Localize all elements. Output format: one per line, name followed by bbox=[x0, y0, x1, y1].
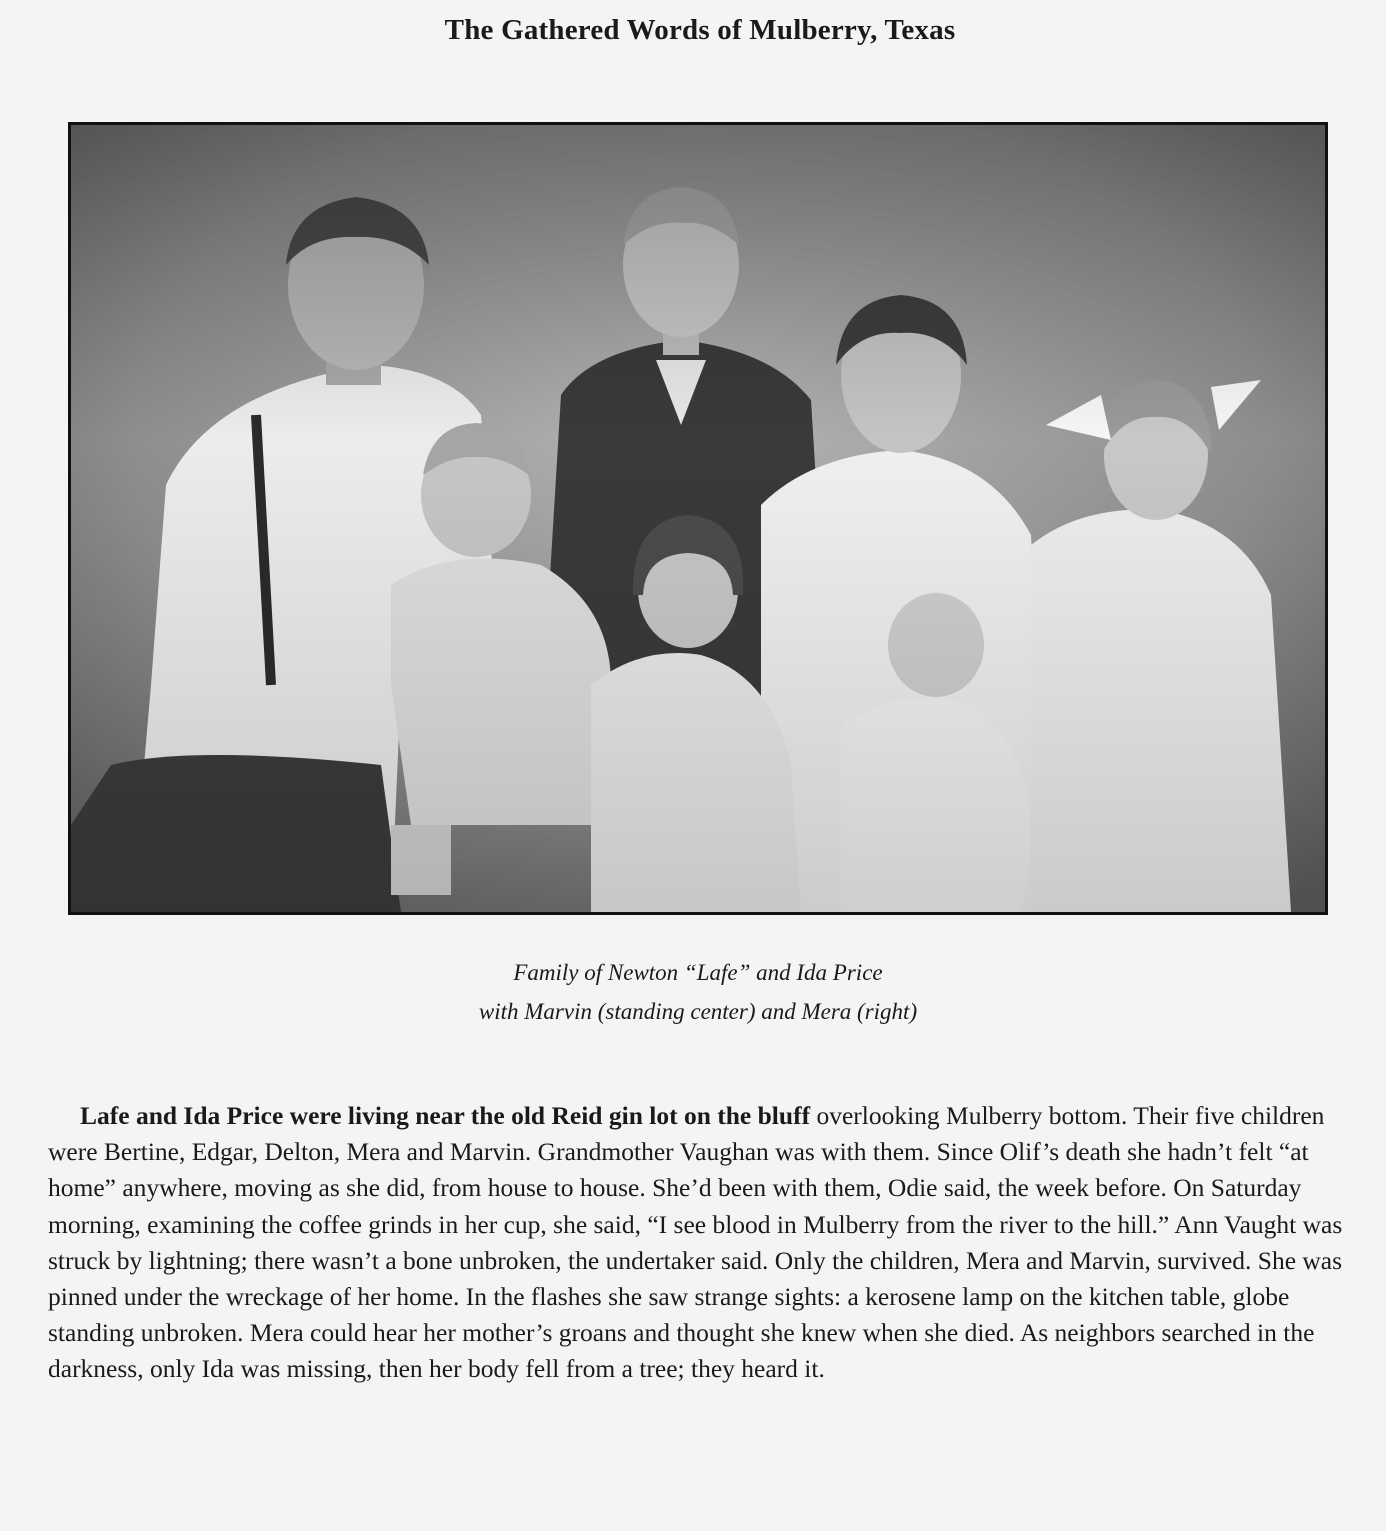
caption-line-2: with Marvin (standing center) and Mera (right) bbox=[478, 999, 918, 1024]
family-photograph bbox=[68, 122, 1328, 915]
caption-line-1: Family of Newton “Lafe” and Ida Price bbox=[513, 960, 883, 985]
running-head: The Gathered Words of Mulberry, Texas bbox=[444, 14, 956, 46]
photo-illustration bbox=[71, 125, 1325, 912]
photo-caption bbox=[0, 953, 1386, 1031]
paragraph-text: overlooking Mulberry bottom. Their five children were Bertine, Edgar, Delton, Mera and Marvin. Grandmother Vaughan was with them. Since Olif’s death she hadn’t felt “at home” anywhere, moving as she did, from house to house. She’d been with them, Odie said, the week before. On Saturday morning, examining the coffee grinds in her cup, she said, “I see blood in Mulberry from the river to the hill.” Ann Vaught was struck by lightning; there wasn’t a bone unbroken, the undertaker said. Only the children, Mera and Marvin, survived. She was pinned under the wreckage of her home. In the flashes she saw strange sights: a kerosene lamp on the kitchen table, globe standing unbroken. Mera could hear her mother’s groans and thought she knew when she died. As neighbors searched in the darkness, only Ida was missing, then her body fell from a tree; they heard it. bbox=[48, 1101, 1343, 1384]
body-paragraph bbox=[48, 1098, 1348, 1388]
lead-in-bold: Lafe and Ida Price were living near the old Reid gin lot on the bluff bbox=[80, 1101, 811, 1130]
